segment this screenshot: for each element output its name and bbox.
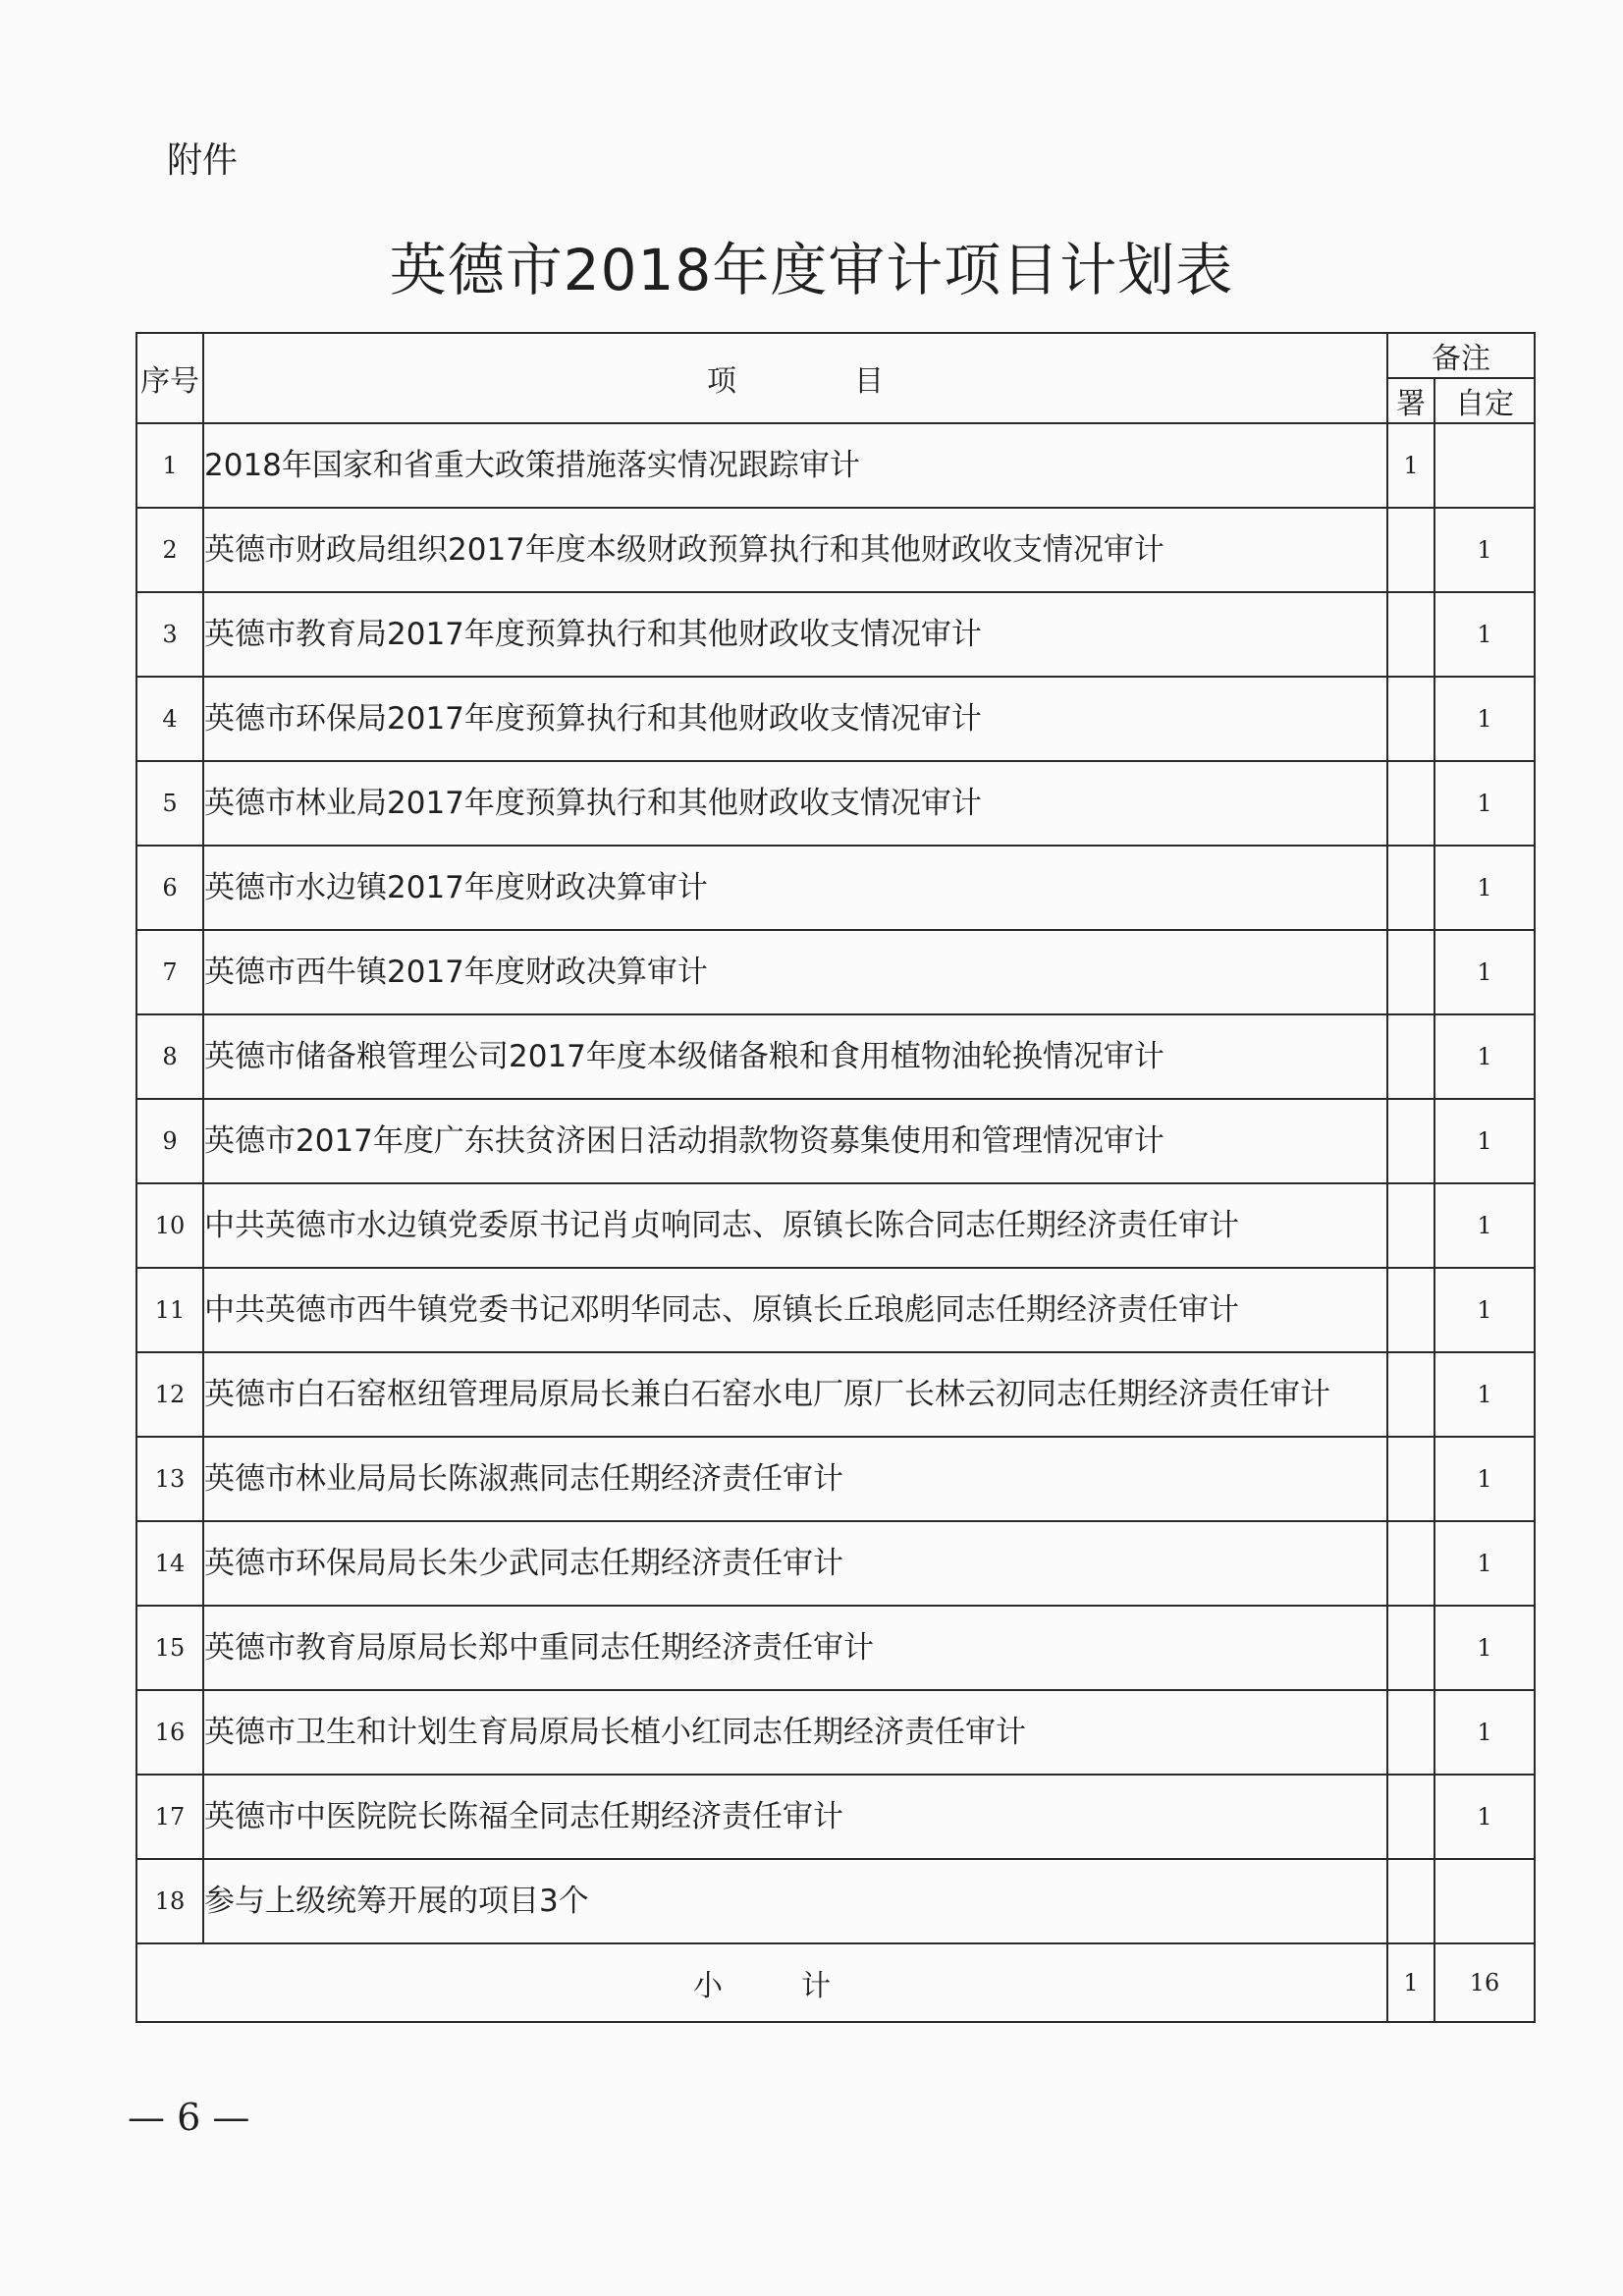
row-zd-value: 1 [1434,1352,1535,1437]
row-number: 6 [136,846,203,930]
row-number: 11 [136,1268,203,1352]
row-zd-value: 1 [1434,1775,1535,1859]
row-shu-value [1387,1690,1434,1775]
row-zd-value [1434,1859,1535,1943]
table-row [136,677,1535,761]
row-shu-value [1387,1606,1434,1690]
table-row [136,1014,1535,1099]
row-number: 2 [136,508,203,592]
row-project-name: 英德市环保局2017年度预算执行和其他财政收支情况审计 [203,677,1387,761]
row-zd-value: 1 [1434,1268,1535,1352]
row-number: 4 [136,677,203,761]
row-zd-value [1434,423,1535,508]
row-number: 18 [136,1859,203,1943]
row-number: 13 [136,1437,203,1521]
row-project-name: 英德市中医院院长陈福全同志任期经济责任审计 [203,1775,1387,1859]
row-project-name: 英德市林业局局长陈淑燕同志任期经济责任审计 [203,1437,1387,1521]
row-zd-value: 1 [1434,846,1535,930]
row-project-name: 英德市卫生和计划生育局原局长植小红同志任期经济责任审计 [203,1690,1387,1775]
row-project-name: 中共英德市水边镇党委原书记肖贞响同志、原镇长陈合同志任期经济责任审计 [203,1183,1387,1268]
row-number: 14 [136,1521,203,1606]
header-project-b: 目 [854,364,884,399]
table-row [136,930,1535,1014]
row-project-name: 2018年国家和省重大政策措施落实情况跟踪审计 [203,423,1387,508]
row-zd-value: 1 [1434,1099,1535,1183]
row-shu-value [1387,1521,1434,1606]
table-row [136,761,1535,846]
row-shu-value [1387,508,1434,592]
subtotal-label-b: 计 [801,1969,831,2003]
row-zd-value: 1 [1434,508,1535,592]
row-shu-value [1387,677,1434,761]
table-row [136,1437,1535,1521]
table-body [136,423,1535,1943]
row-project-name: 英德市林业局2017年度预算执行和其他财政收支情况审计 [203,761,1387,846]
header-note: 备注 [1387,333,1535,378]
header-shu: 署 [1387,378,1434,423]
row-number: 3 [136,592,203,677]
row-zd-value: 1 [1434,1437,1535,1521]
table-row [136,1859,1535,1943]
table-row [136,423,1535,508]
table-row [136,1775,1535,1859]
header-project-a: 项 [707,364,736,399]
header-zd: 自定 [1434,378,1535,423]
row-shu-value [1387,1859,1434,1943]
table-row [136,1606,1535,1690]
table-row [136,1690,1535,1775]
subtotal-row [136,1943,1535,2022]
row-shu-value [1387,1099,1434,1183]
row-shu-value [1387,1183,1434,1268]
row-number: 16 [136,1690,203,1775]
page-number: — 6 — [128,2096,250,2139]
table-row [136,1099,1535,1183]
row-project-name: 英德市白石窑枢纽管理局原局长兼白石窑水电厂原厂长林云初同志任期经济责任审计 [203,1352,1387,1437]
row-number: 12 [136,1352,203,1437]
row-number: 9 [136,1099,203,1183]
row-zd-value: 1 [1434,677,1535,761]
table-row [136,592,1535,677]
row-zd-value: 1 [1434,1606,1535,1690]
header-no: 序号 [136,333,203,423]
row-zd-value: 1 [1434,1690,1535,1775]
row-number: 7 [136,930,203,1014]
row-shu-value [1387,592,1434,677]
row-project-name: 英德市环保局局长朱少武同志任期经济责任审计 [203,1521,1387,1606]
table-row [136,1268,1535,1352]
row-number: 10 [136,1183,203,1268]
table-row [136,1183,1535,1268]
table-row [136,508,1535,592]
table-row [136,846,1535,930]
row-shu-value: 1 [1387,423,1434,508]
row-project-name: 英德市教育局2017年度预算执行和其他财政收支情况审计 [203,592,1387,677]
subtotal-zd: 16 [1434,1943,1535,2022]
table-row [136,1521,1535,1606]
row-project-name: 英德市水边镇2017年度财政决算审计 [203,846,1387,930]
attachment-label: 附件 [167,140,239,181]
row-number: 1 [136,423,203,508]
audit-plan-table [135,332,1536,2023]
page-title: 英德市2018年度审计项目计划表 [389,237,1234,303]
row-zd-value: 1 [1434,761,1535,846]
table-row [136,1352,1535,1437]
row-shu-value [1387,1268,1434,1352]
subtotal-shu: 1 [1387,1943,1434,2022]
row-shu-value [1387,1014,1434,1099]
row-zd-value: 1 [1434,930,1535,1014]
row-shu-value [1387,1437,1434,1521]
row-number: 17 [136,1775,203,1859]
row-project-name: 英德市储备粮管理公司2017年度本级储备粮和食用植物油轮换情况审计 [203,1014,1387,1099]
row-shu-value [1387,1352,1434,1437]
row-project-name: 英德市财政局组织2017年度本级财政预算执行和其他财政收支情况审计 [203,508,1387,592]
row-zd-value: 1 [1434,1183,1535,1268]
row-zd-value: 1 [1434,1014,1535,1099]
row-shu-value [1387,846,1434,930]
row-number: 8 [136,1014,203,1099]
row-project-name: 中共英德市西牛镇党委书记邓明华同志、原镇长丘琅彪同志任期经济责任审计 [203,1268,1387,1352]
header-project [203,333,1387,423]
subtotal-label-a: 小 [693,1969,723,2003]
row-zd-value: 1 [1434,1521,1535,1606]
row-project-name: 英德市教育局原局长郑中重同志任期经济责任审计 [203,1606,1387,1690]
row-shu-value [1387,761,1434,846]
row-project-name: 英德市2017年度广东扶贫济困日活动捐款物资募集使用和管理情况审计 [203,1099,1387,1183]
row-shu-value [1387,930,1434,1014]
row-number: 5 [136,761,203,846]
row-shu-value [1387,1775,1434,1859]
row-zd-value: 1 [1434,592,1535,677]
row-project-name: 参与上级统筹开展的项目3个 [203,1859,1387,1943]
row-project-name: 英德市西牛镇2017年度财政决算审计 [203,930,1387,1014]
row-number: 15 [136,1606,203,1690]
subtotal-label [136,1943,1387,2022]
